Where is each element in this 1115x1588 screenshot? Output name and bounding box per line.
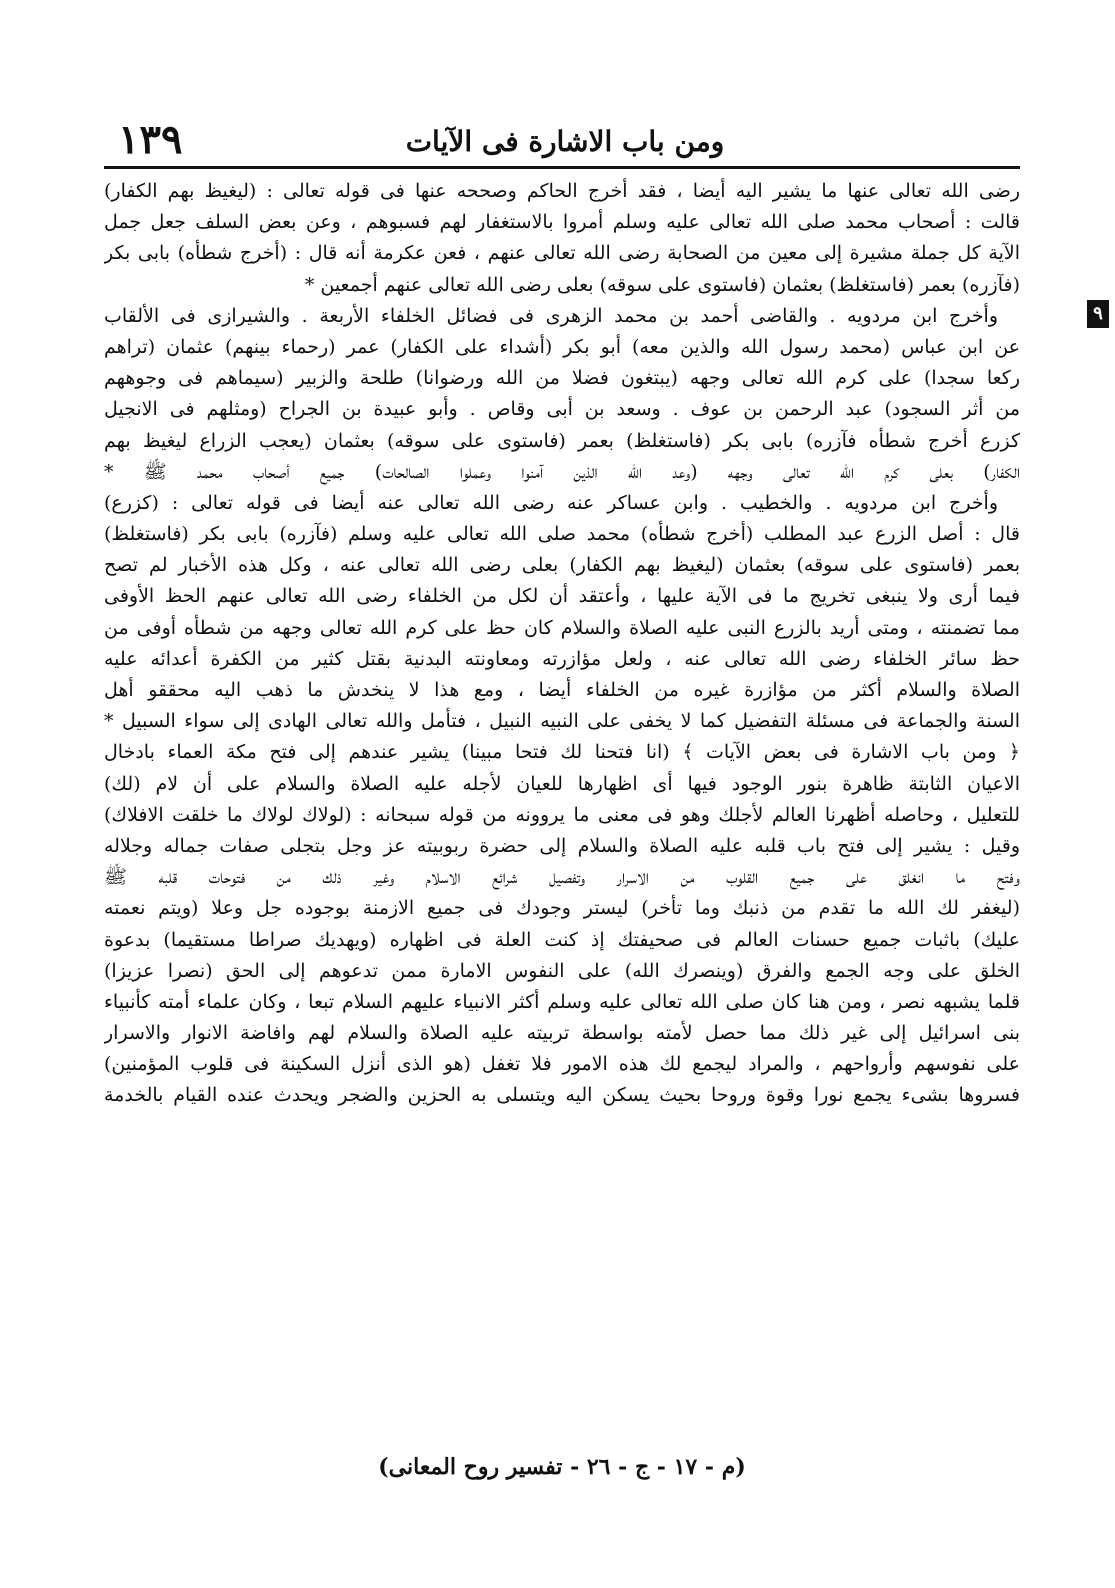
text-line: قالت : أصحاب محمد صلى الله تعالى عليه وسلم أمروا بالاستغفار لهم فسبوهم ، وعن بعض السلف جعل جمل — [104, 211, 1020, 234]
body-text — [104, 176, 1020, 1448]
text-line: رضى الله تعالى عنها ما يشير اليه أيضا ، فقد أخرج الحاكم وصححه عنها فى قوله تعالى : (ليغيظ بهم الكفار) — [104, 180, 1020, 202]
running-title: ومن باب الاشارة فى الآيات — [405, 125, 725, 158]
text-line: الصلاة والسلام أكثر من مؤازرة غيره من الخلفاء أيضا ، ومع هذا لا ينخدش ما ذهب اليه محققو أهل — [104, 679, 1020, 701]
text-line: السنة والجماعة فى مسئلة التفضيل كما لا يخفى على النبيه النبيل ، فتأمل والله تعالى الهادى إلى سواء السبيل * — [104, 710, 1020, 733]
text-line: الاعيان الثابتة ظاهرة بنور الوجود فيها أى اظهارها للعيان لأجله عليه الصلاة والسلام على أن لام (لك) — [104, 772, 1020, 795]
text-line: بنى اسرائيل إلى غير ذلك مما حصل لأمته بواسطة تربيته عليه الصلاة والسلام لهم وافاضة الانوار والاسرار — [104, 1022, 1020, 1045]
text-line: قلما يشبهه نصر ، ومن هنا كان صلى الله تعالى عليه وسلم أكثر الانبياء عليهم السلام تبعا ، وكان علماء أمته كأنبياء — [104, 990, 1020, 1013]
text-line: وأخرج ابن مردويه . والخطيب . وابن عساكر عنه رضى الله تعالى عنه أيضا فى قوله تعالى : (كزرع) — [104, 491, 998, 514]
text-line: وفتح ما انغلق على جميع القلوب من الاسرار وتفصيل شرائع الاسلام وغير ذلك من فتوحات قلبه ﷺ — [104, 866, 1020, 889]
text-line: فسروها بشىء يجمع نورا وقوة وروحا بحيث يسكن اليه ويتسلى به الحزين والضجر ويحدث عنده القيام بالخدمة — [104, 1084, 1020, 1107]
text-line: للتعليل ، وحاصله أظهرنا العالم لأجلك وهو فى معنى ما يروونه من قوله سبحانه : (لولاك لولاك ما خلقت الافلاك) — [104, 803, 1020, 826]
footer-signature: (م - ١٧ - ج - ٢٦ - تفسير روح المعانى) — [378, 1454, 746, 1480]
text-line: من أثر السجود) عبد الرحمن بن عوف . وسعد بن أبى وقاص . وأبو عبيدة بن الجراح (ومثلهم فى الانجيل — [104, 398, 1020, 421]
text-line: حظ سائر الخلفاء رضى الله تعالى عنه ، ولعل مؤازرته ومعاونته البدنية بقتل كثير من الكفرة أعدائه عليه — [104, 647, 1020, 670]
header-rule — [104, 166, 1020, 169]
text-line: (ليغفر لك الله ما تقدم من ذنبك وما تأخر) ليستر وجودك فى جميع الازمنة بوجوده جل وعلا (ويتم نعمته — [104, 897, 1020, 920]
text-line: قال : أصل الزرع عبد المطلب (أخرج شطأه) محمد صلى الله تعالى عليه وسلم (فآزره) بابى بكر (فاستغلظ) — [104, 523, 1020, 546]
text-line: (فآزره) بعمر (فاستغلظ) بعثمان (فاستوى على سوقه) بعلى رضى الله تعالى عنهم أجمعين * — [304, 273, 1020, 296]
text-line: ركعا سجدا) على كرم الله تعالى وجهه (يبتغون فضلا من الله ورضوانا) طلحة والزبير (سيماهم فى وجوههم — [104, 367, 1020, 390]
text-line: على نفوسهم وأرواحهم ، والمراد ليجمع لك هذه الامور فلا تغفل (هو الذى أنزل السكينة فى قلوب المؤمنين) — [104, 1053, 1020, 1076]
text-line: كزرع أخرج شطأه فآزره) بابى بكر (فاستغلظ) بعمر (فاستوى على سوقه) بعثمان (يعجب الزراع ليغيظ بهم — [104, 429, 1020, 452]
text-line: فيما أرى ولا ينبغى تخريج ما فى الآية عليها ، وأعتقد أن لكل من الخلفاء رضى الله تعالى عنهم الحظ الأوفى — [104, 585, 1020, 608]
text-line: الخلق على وجه الجمع والفرق (وينصرك الله) على النفوس الامارة ممن تدعوهم إلى الحق (نصرا عزيزا) — [104, 959, 1020, 982]
text-line: مما تضمنته ، ومتى أريد بالزرع النبى عليه الصلاة والسلام كان حظ على كرم الله تعالى وجهه من شطأه أوفى من — [104, 616, 1020, 639]
margin-mark: ٩ — [1087, 300, 1109, 328]
text-line: عن ابن عباس (محمد رسول الله والذين معه) أبو بكر (أشداء على الكفار) عمر (رحماء بينهم) عثمان (تراهم — [104, 335, 1020, 358]
text-line: ﴿ ومن باب الاشارة فى بعض الآيات ﴾ (انا فتحنا لك فتحا مبينا) يشير عندهم إلى فتح مكة العماء بادخال — [104, 741, 1020, 764]
text-line: بعمر (فاستوى على سوقه) بعثمان (ليغيظ بهم الكفار) بعلى رضى الله تعالى عنه ، وكل هذه الأخبار لم تصح — [104, 554, 1020, 577]
page-header — [108, 118, 1022, 168]
text-line: الكفار) بعلى كرم الله تعالى وجهه (وعد الله الذين آمنوا وعملوا الصالحات) جميع أصحاب محمد ﷺ * — [104, 460, 1020, 483]
page-number: ١٣٩ — [118, 116, 183, 163]
text-line: وأخرج ابن مردويه . والقاضى أحمد بن محمد الزهرى فى فضائل الخلفاء الأربعة . والشيرازى فى الألقاب — [104, 304, 998, 327]
text-line: الآية كل جملة مشيرة إلى معين من الصحابة رضى الله تعالى عنهم ، فعن عكرمة أنه قال : (أخرج شطأه) بابى بكر — [104, 242, 1020, 265]
text-line: وقيل : يشير إلى فتح باب قلبه عليه الصلاة والسلام إلى حضرة ربوبيته عز وجل بتجلى صفات جماله وجلاله — [104, 834, 1020, 857]
text-line: عليك) باثبات جميع حسنات العالم فى صحيفتك إذ كنت العلة فى اظهاره (ويهديك صراطا مستقيما) بدعوة — [104, 928, 1020, 951]
